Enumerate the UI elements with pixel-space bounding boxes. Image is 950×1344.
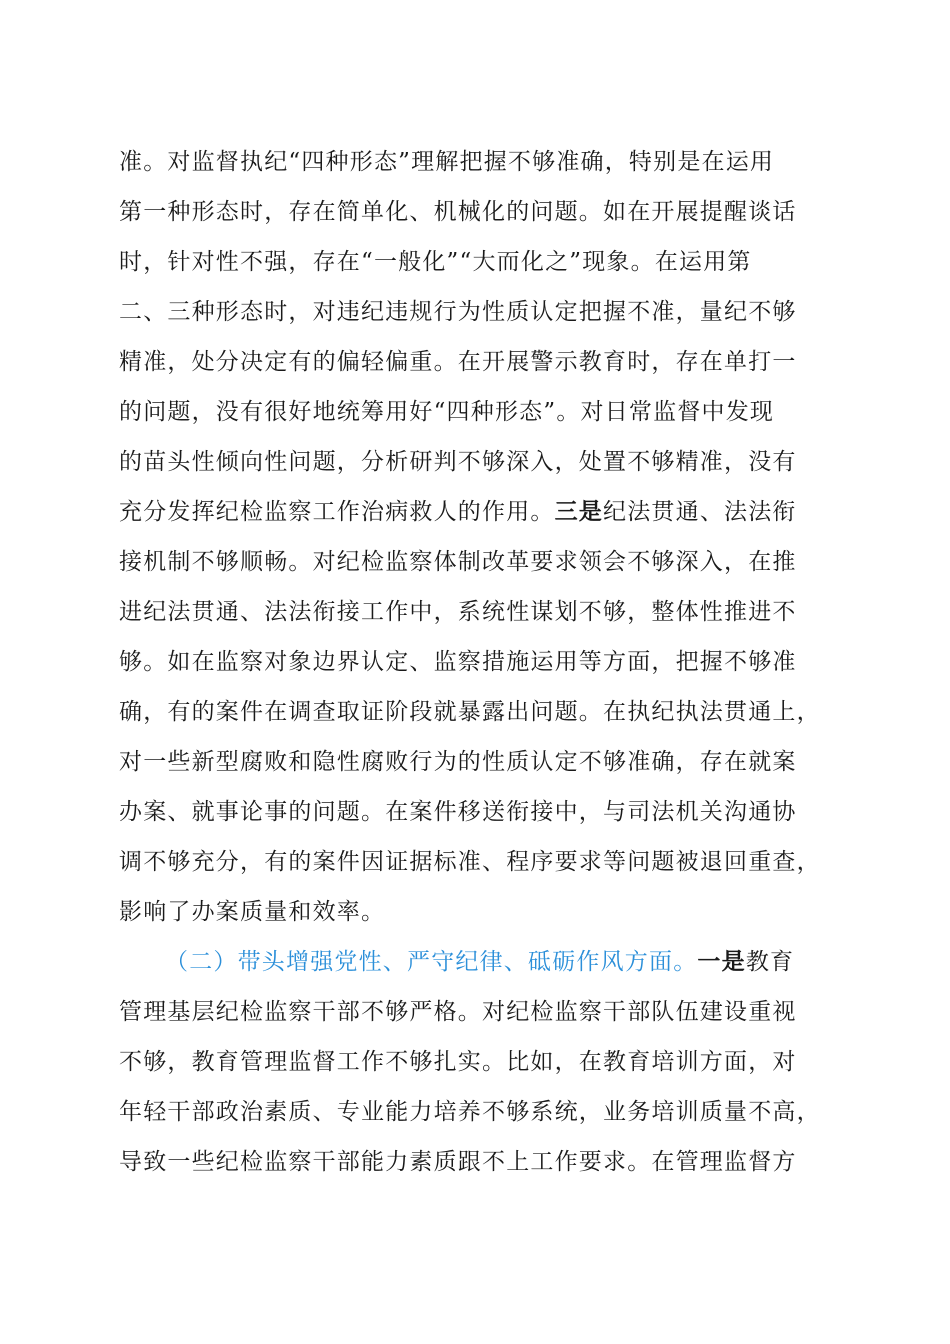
- body-text-line: 不够，教育管理监督工作不够扎实。比如，在教育培训方面，对: [119, 1049, 797, 1075]
- body-text-segment: 充分发挥纪检监察工作治病救人的作用。: [119, 499, 555, 525]
- body-text-line: 够。如在监察对象边界认定、监察措施运用等方面，把握不够准: [119, 649, 797, 675]
- bold-lead-text: 一是: [697, 948, 746, 975]
- body-text-line: 的苗头性倾向性问题，分析研判不够深入，处置不够精准，没有: [119, 449, 797, 475]
- body-text-segment: 教育: [745, 949, 795, 975]
- body-text-segment: 纪法贯通、法法衔: [603, 499, 797, 525]
- body-text-line: 办案、就事论事的问题。在案件移送衔接中，与司法机关沟通协: [119, 799, 797, 825]
- bold-lead-text: 三是: [554, 498, 604, 525]
- body-text-line: 进纪法贯通、法法衔接工作中，系统性谋划不够，整体性推进不: [119, 599, 797, 625]
- body-text-line: 接机制不够顺畅。对纪检监察体制改革要求领会不够深入，在推: [119, 549, 797, 575]
- body-text-line: 管理基层纪检监察干部不够严格。对纪检监察干部队伍建设重视: [119, 999, 797, 1025]
- body-text-line: 影响了办案质量和效率。: [119, 899, 386, 925]
- body-text-line: 调不够充分，有的案件因证据标准、程序要求等问题被退回重查，: [119, 849, 821, 875]
- body-text-line: 对一些新型腐败和隐性腐败行为的性质认定不够准确，存在就案: [119, 749, 797, 775]
- body-text-line: 准。对监督执纪“四种形态”理解把握不够准确，特别是在运用: [119, 149, 775, 175]
- body-text-line: 的问题，没有很好地统筹用好“四种形态”。对日常监督中发现: [119, 399, 775, 425]
- section-heading-line: [165, 937, 831, 987]
- section-heading: （二）带头增强党性、严守纪律、砥砺作风方面。: [165, 949, 698, 975]
- body-text-line: [119, 487, 831, 537]
- body-text-line: 确，有的案件在调查取证阶段就暴露出问题。在执纪执法贯通上，: [119, 699, 821, 725]
- body-text-line: 年轻干部政治素质、专业能力培养不够系统，业务培训质量不高，: [119, 1099, 821, 1125]
- body-text-line: 精准，处分决定有的偏轻偏重。在开展警示教育时，存在单打一: [119, 349, 797, 375]
- body-text-line: 第一种形态时，存在简单化、机械化的问题。如在开展提醒谈话: [119, 199, 797, 225]
- body-text-line: 导致一些纪检监察干部能力素质跟不上工作要求。在管理监督方: [119, 1149, 797, 1175]
- body-text-line: 时，针对性不强，存在“一般化”“大而化之”现象。在运用第: [119, 249, 752, 275]
- body-text-line: 二、三种形态时，对违纪违规行为性质认定把握不准，量纪不够: [119, 299, 797, 325]
